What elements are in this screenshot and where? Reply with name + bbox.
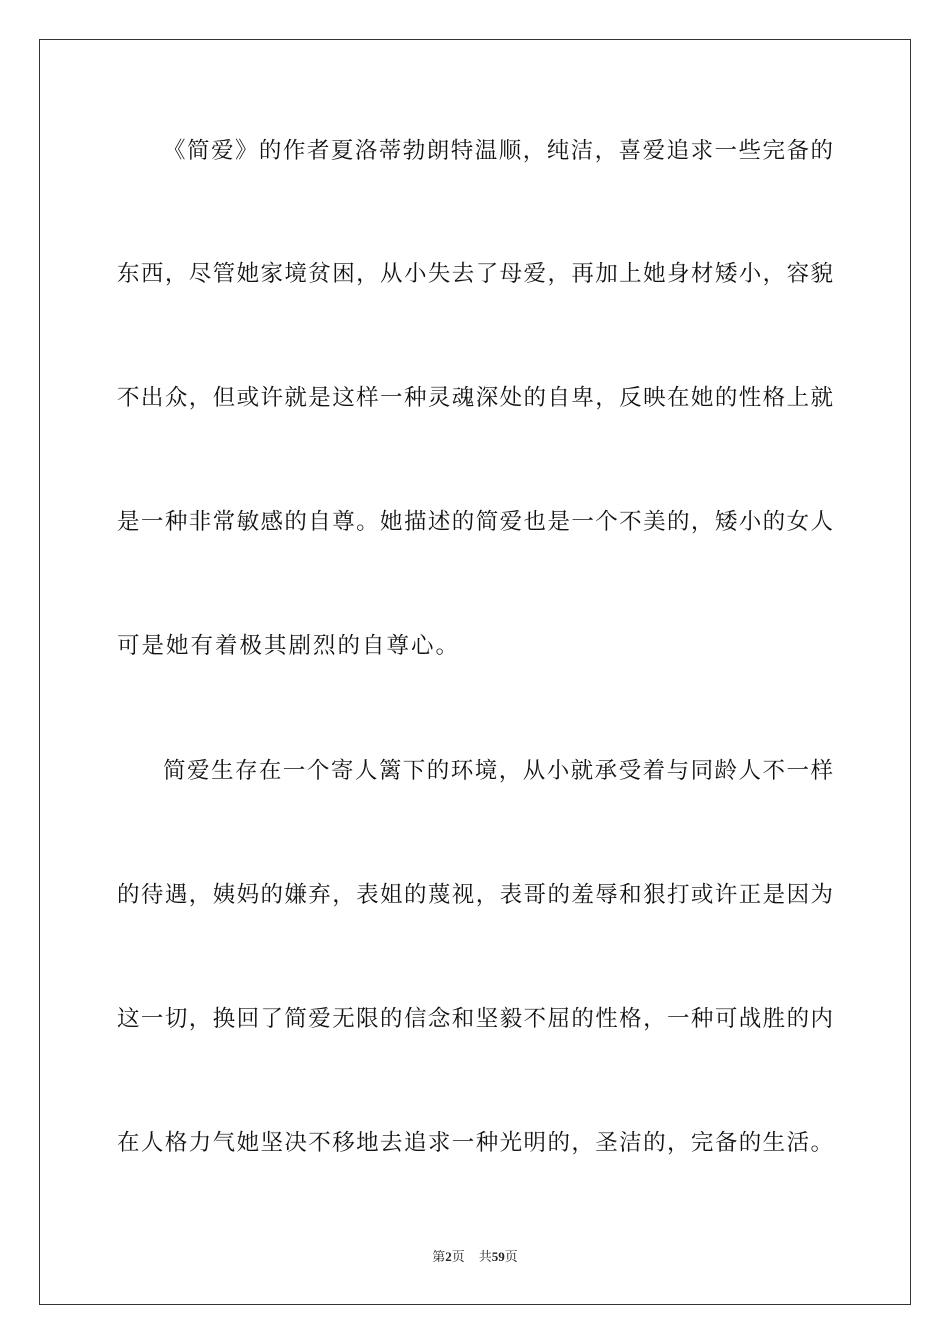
page-suffix: 页: [451, 1250, 465, 1265]
paragraph-2-line-1: 简爱生存在一个寄人篱下的环境，从小就承受着与同龄人不一样: [163, 758, 833, 784]
paragraph-1-line-2: 东西，尽管她家境贫困，从小失去了母爱，再加上她身材矮小，容貌: [117, 261, 833, 287]
paragraph-2-line-3: 这一切，换回了简爱无限的信念和坚毅不屈的性格，一种可战胜的内: [117, 1006, 833, 1032]
paragraph-2-line-2: 的待遇，姨妈的嫌弃，表姐的蔑视，表哥的羞辱和狠打或许正是因为: [117, 882, 833, 908]
page-footer: [0, 1248, 950, 1267]
total-prefix: 共: [478, 1250, 492, 1265]
paragraph-1-line-1: 《简爱》的作者夏洛蒂勃朗特温顺，纯洁，喜爱追求一些完备的: [163, 138, 833, 164]
total-suffix: 页: [504, 1250, 518, 1265]
page-number: 2: [445, 1249, 452, 1264]
paragraph-1-line-3: 不出众，但或许就是这样一种灵魂深处的自卑，反映在她的性格上就: [117, 385, 833, 411]
total-pages: 59: [491, 1249, 505, 1264]
paragraph-1-line-4: 是一种非常敏感的自尊。她描述的简爱也是一个不美的，矮小的女人: [117, 509, 833, 535]
paragraph-1-line-5: 可是她有着极其剧烈的自尊心。: [117, 633, 461, 659]
page-prefix: 第: [432, 1250, 446, 1265]
paragraph-2-line-4: 在人格力气她坚决不移地去追求一种光明的，圣洁的，完备的生活。: [117, 1130, 833, 1156]
page-border: [39, 39, 911, 1305]
